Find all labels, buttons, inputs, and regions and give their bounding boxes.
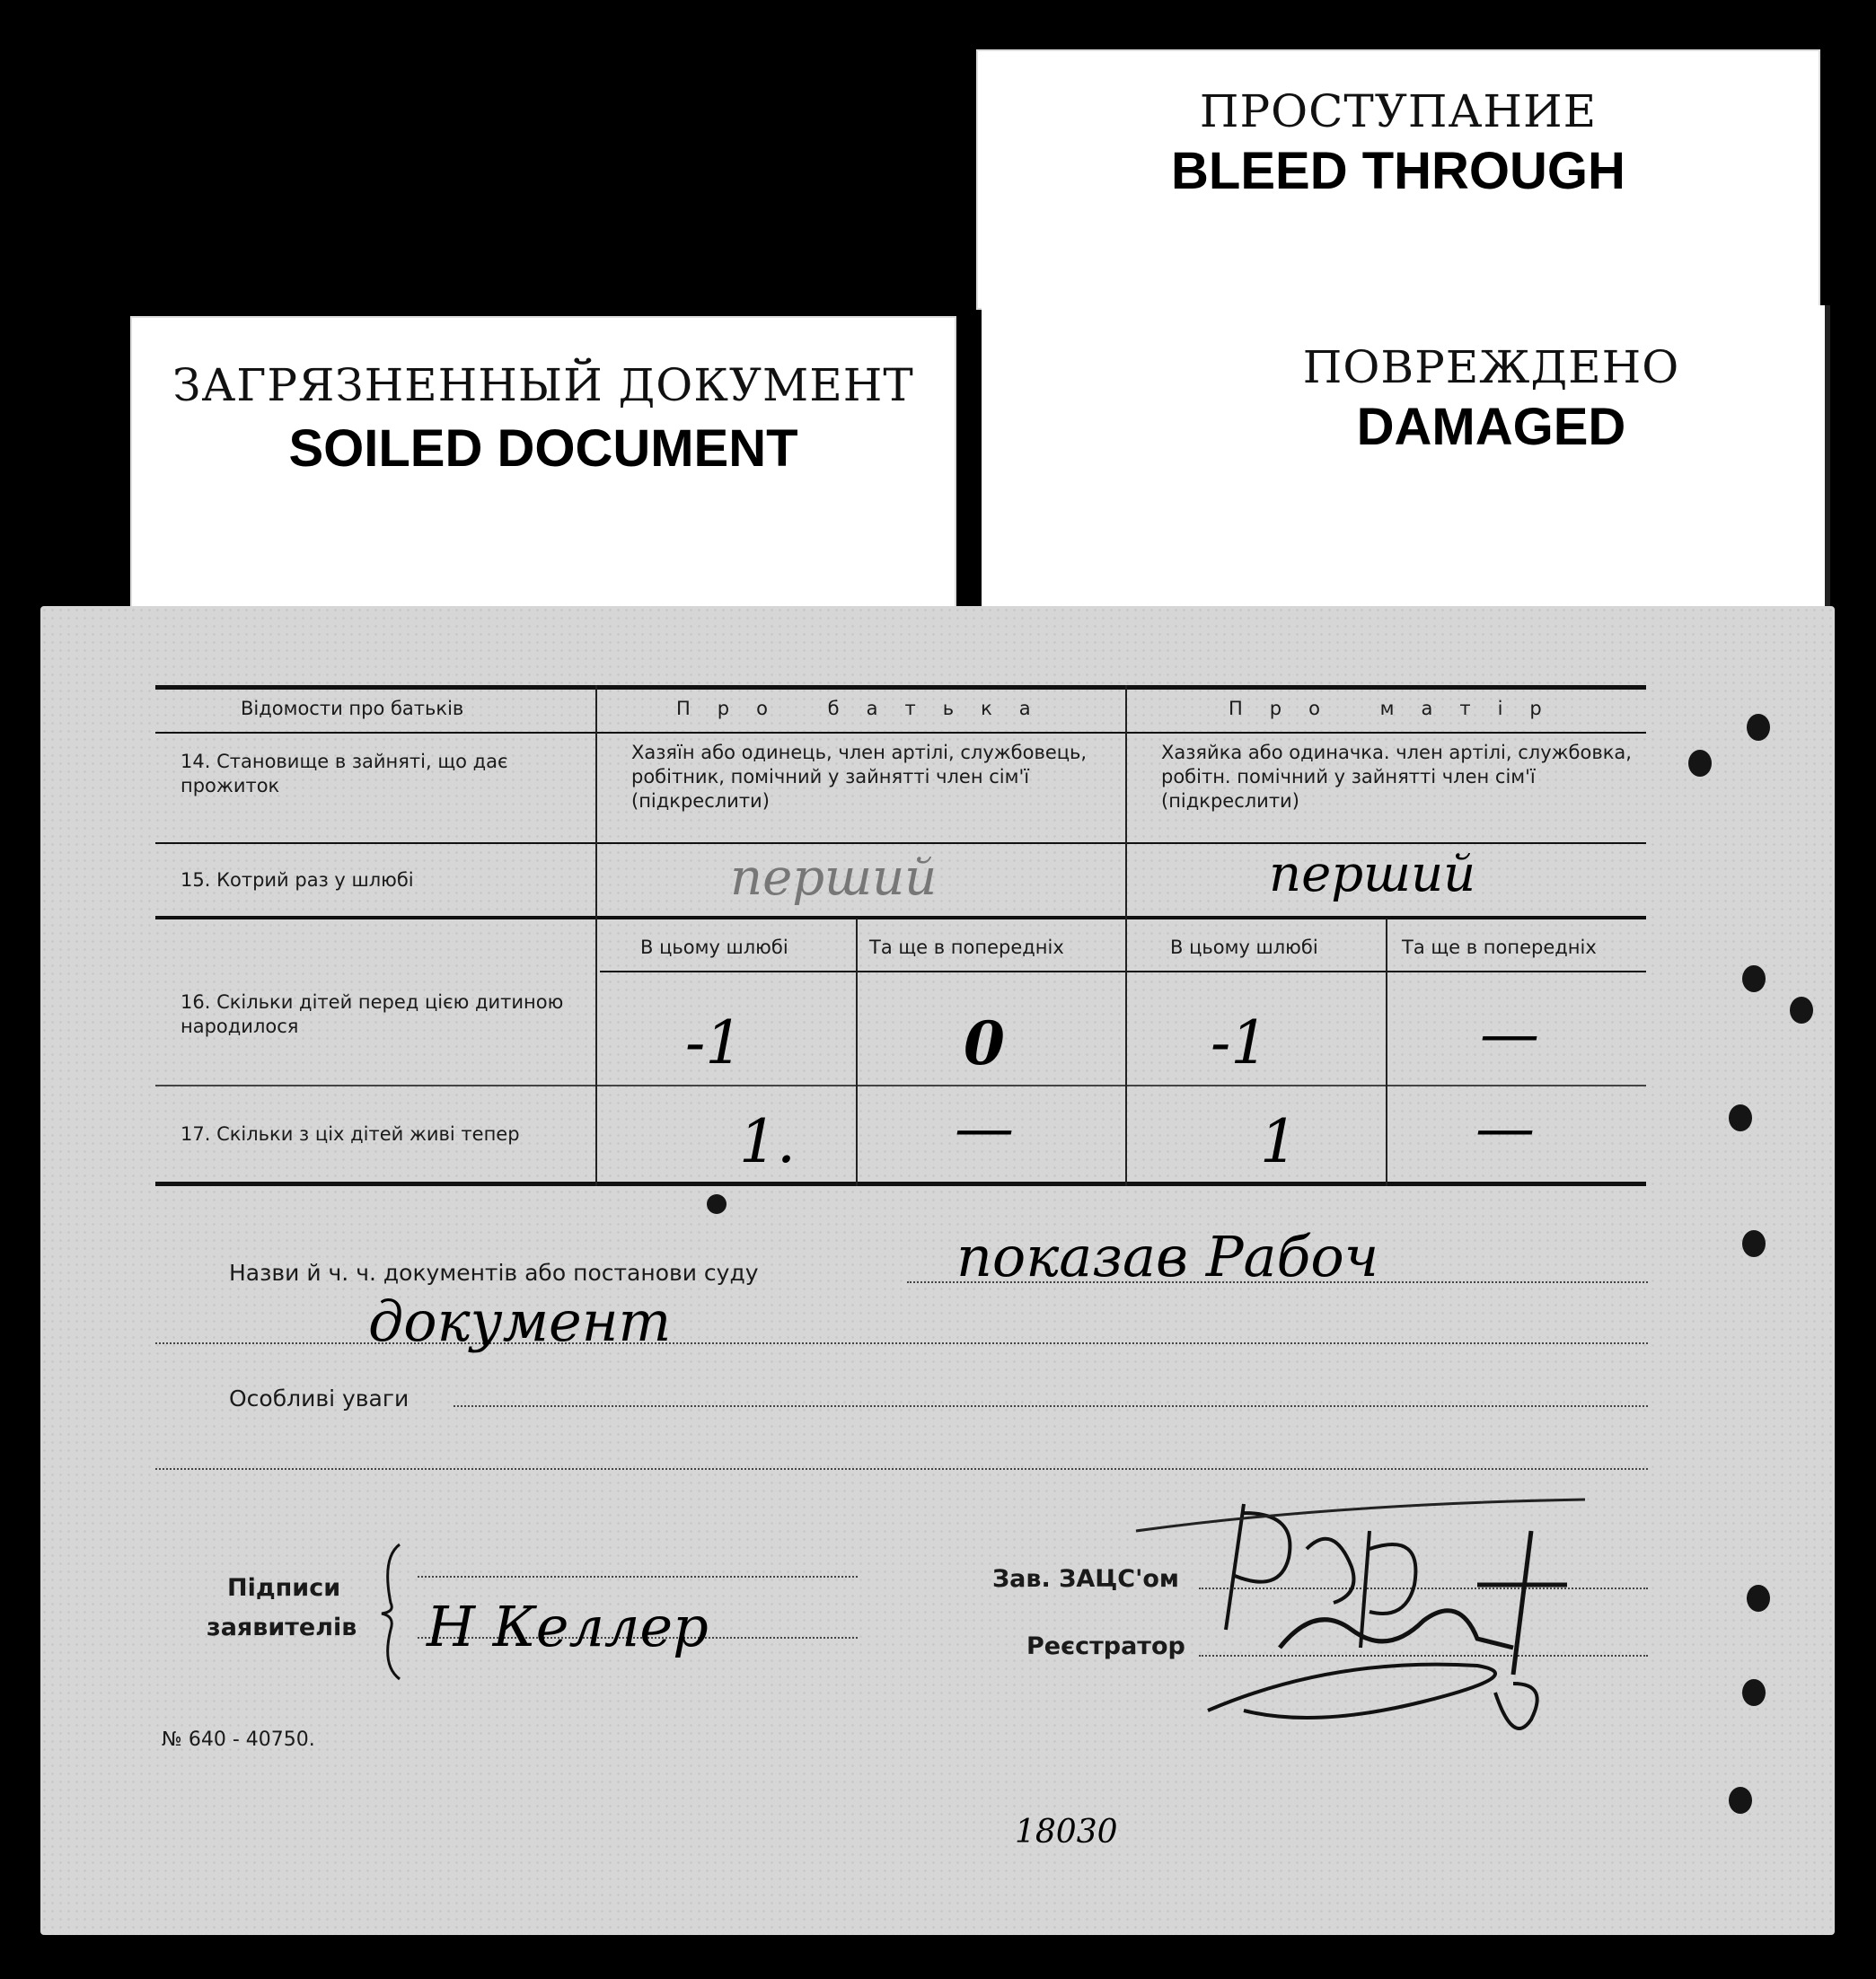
row-15-label: 15. Котрий раз у шлюбі xyxy=(181,869,414,891)
damaged-ru: ПОВРЕЖДЕНО xyxy=(1302,341,1680,393)
bracket-icon xyxy=(373,1540,409,1684)
bottom-note: 18030 xyxy=(1015,1814,1118,1851)
row-14-mother-text: Хазяйка або одиначка. член артілі, службовка, робітн. помічний у зайнятті член сім'ї (підкреслити) xyxy=(1161,742,1632,812)
row-17-value: — xyxy=(955,1094,1014,1163)
subheader-mother-this-marriage: В цьому шлюбі xyxy=(1170,937,1318,958)
row-16-value: -1 xyxy=(685,1008,744,1077)
registration-form xyxy=(40,606,1835,1935)
damaged-en: DAMAGED xyxy=(1356,398,1626,456)
damage-hole xyxy=(1688,750,1712,777)
soiled-document-label-card xyxy=(130,316,956,612)
damage-hole xyxy=(707,1194,727,1214)
documents-label: Назви й ч. ч. документів або постанови суду xyxy=(229,1260,759,1286)
row-15-father-value: перший xyxy=(730,849,938,907)
subheader-father-this-marriage: В цьому шлюбі xyxy=(640,937,788,958)
remarks-line-1 xyxy=(454,1405,1648,1407)
head-of-registry-label: Зав. ЗАЦС'ом xyxy=(992,1565,1179,1593)
row-15-mother-value: перший xyxy=(1269,845,1476,903)
row-16-label: 16. Скільки дітей перед цією дитиною народилося xyxy=(181,991,564,1037)
applicant-signature-line-1 xyxy=(418,1576,858,1578)
damage-hole xyxy=(1742,965,1766,992)
damage-hole xyxy=(1747,714,1770,741)
column-header-father: Про батька xyxy=(676,698,1058,719)
column-header-info: Відомости про батьків xyxy=(241,698,464,719)
row-17-value: 1. xyxy=(739,1107,796,1176)
row-17-label: 17. Скільки з ціх дітей живі тепер xyxy=(181,1123,520,1145)
bleed-through-en: BLEED THROUGH xyxy=(1171,142,1625,200)
parents-info-table xyxy=(155,685,1646,1188)
subheader-father-previous: Та ще в попередніх xyxy=(869,937,1064,958)
damage-hole xyxy=(1729,1787,1752,1814)
bleed-through-ru: ПРОСТУПАНИЕ xyxy=(1199,85,1598,137)
row-17-value: 1 xyxy=(1260,1107,1298,1176)
row-16-value: — xyxy=(1480,999,1539,1069)
column-header-mother: Про матір xyxy=(1229,698,1569,719)
soiled-document-en: SOILED DOCUMENT xyxy=(288,419,798,478)
subheader-mother-previous: Та ще в попередніх xyxy=(1402,937,1597,958)
row-16-value: 0 xyxy=(964,1008,1005,1078)
damage-hole xyxy=(1747,1585,1770,1612)
row-14-label: 14. Становище в зайняті, що дає прожиток xyxy=(181,751,508,796)
form-number: № 640 - 40750. xyxy=(162,1728,315,1751)
damage-hole xyxy=(1742,1679,1766,1706)
signatures-label-2: заявителів xyxy=(207,1614,357,1641)
row-16-value: -1 xyxy=(1211,1008,1269,1077)
applicant-signature: Н Келлер xyxy=(427,1594,709,1659)
documents-value-2: документ xyxy=(368,1289,672,1354)
damaged-label-card xyxy=(982,305,1830,611)
remarks-line-2 xyxy=(155,1468,1648,1470)
damage-hole xyxy=(1729,1104,1752,1131)
registrar-label: Реєстратор xyxy=(1026,1632,1185,1660)
row-17-value: — xyxy=(1475,1094,1535,1163)
damage-hole xyxy=(1742,1230,1766,1257)
row-14-father-text: Хазяїн або одинець, член артілі, службовець, робітник, помічний у зайнятті член сім'ї (підкреслити) xyxy=(631,742,1088,812)
damage-hole xyxy=(1790,997,1813,1024)
signatures-label-1: Підписи xyxy=(227,1574,341,1602)
documents-value-1: показав Рабоч xyxy=(956,1224,1379,1289)
soiled-document-ru: ЗАГРЯЗНЕННЫЙ ДОКУМЕНТ xyxy=(172,359,914,411)
registrar-signature-icon xyxy=(1154,1495,1657,1746)
bleed-through-label-card xyxy=(976,49,1820,310)
remarks-label: Особливі уваги xyxy=(229,1385,410,1412)
